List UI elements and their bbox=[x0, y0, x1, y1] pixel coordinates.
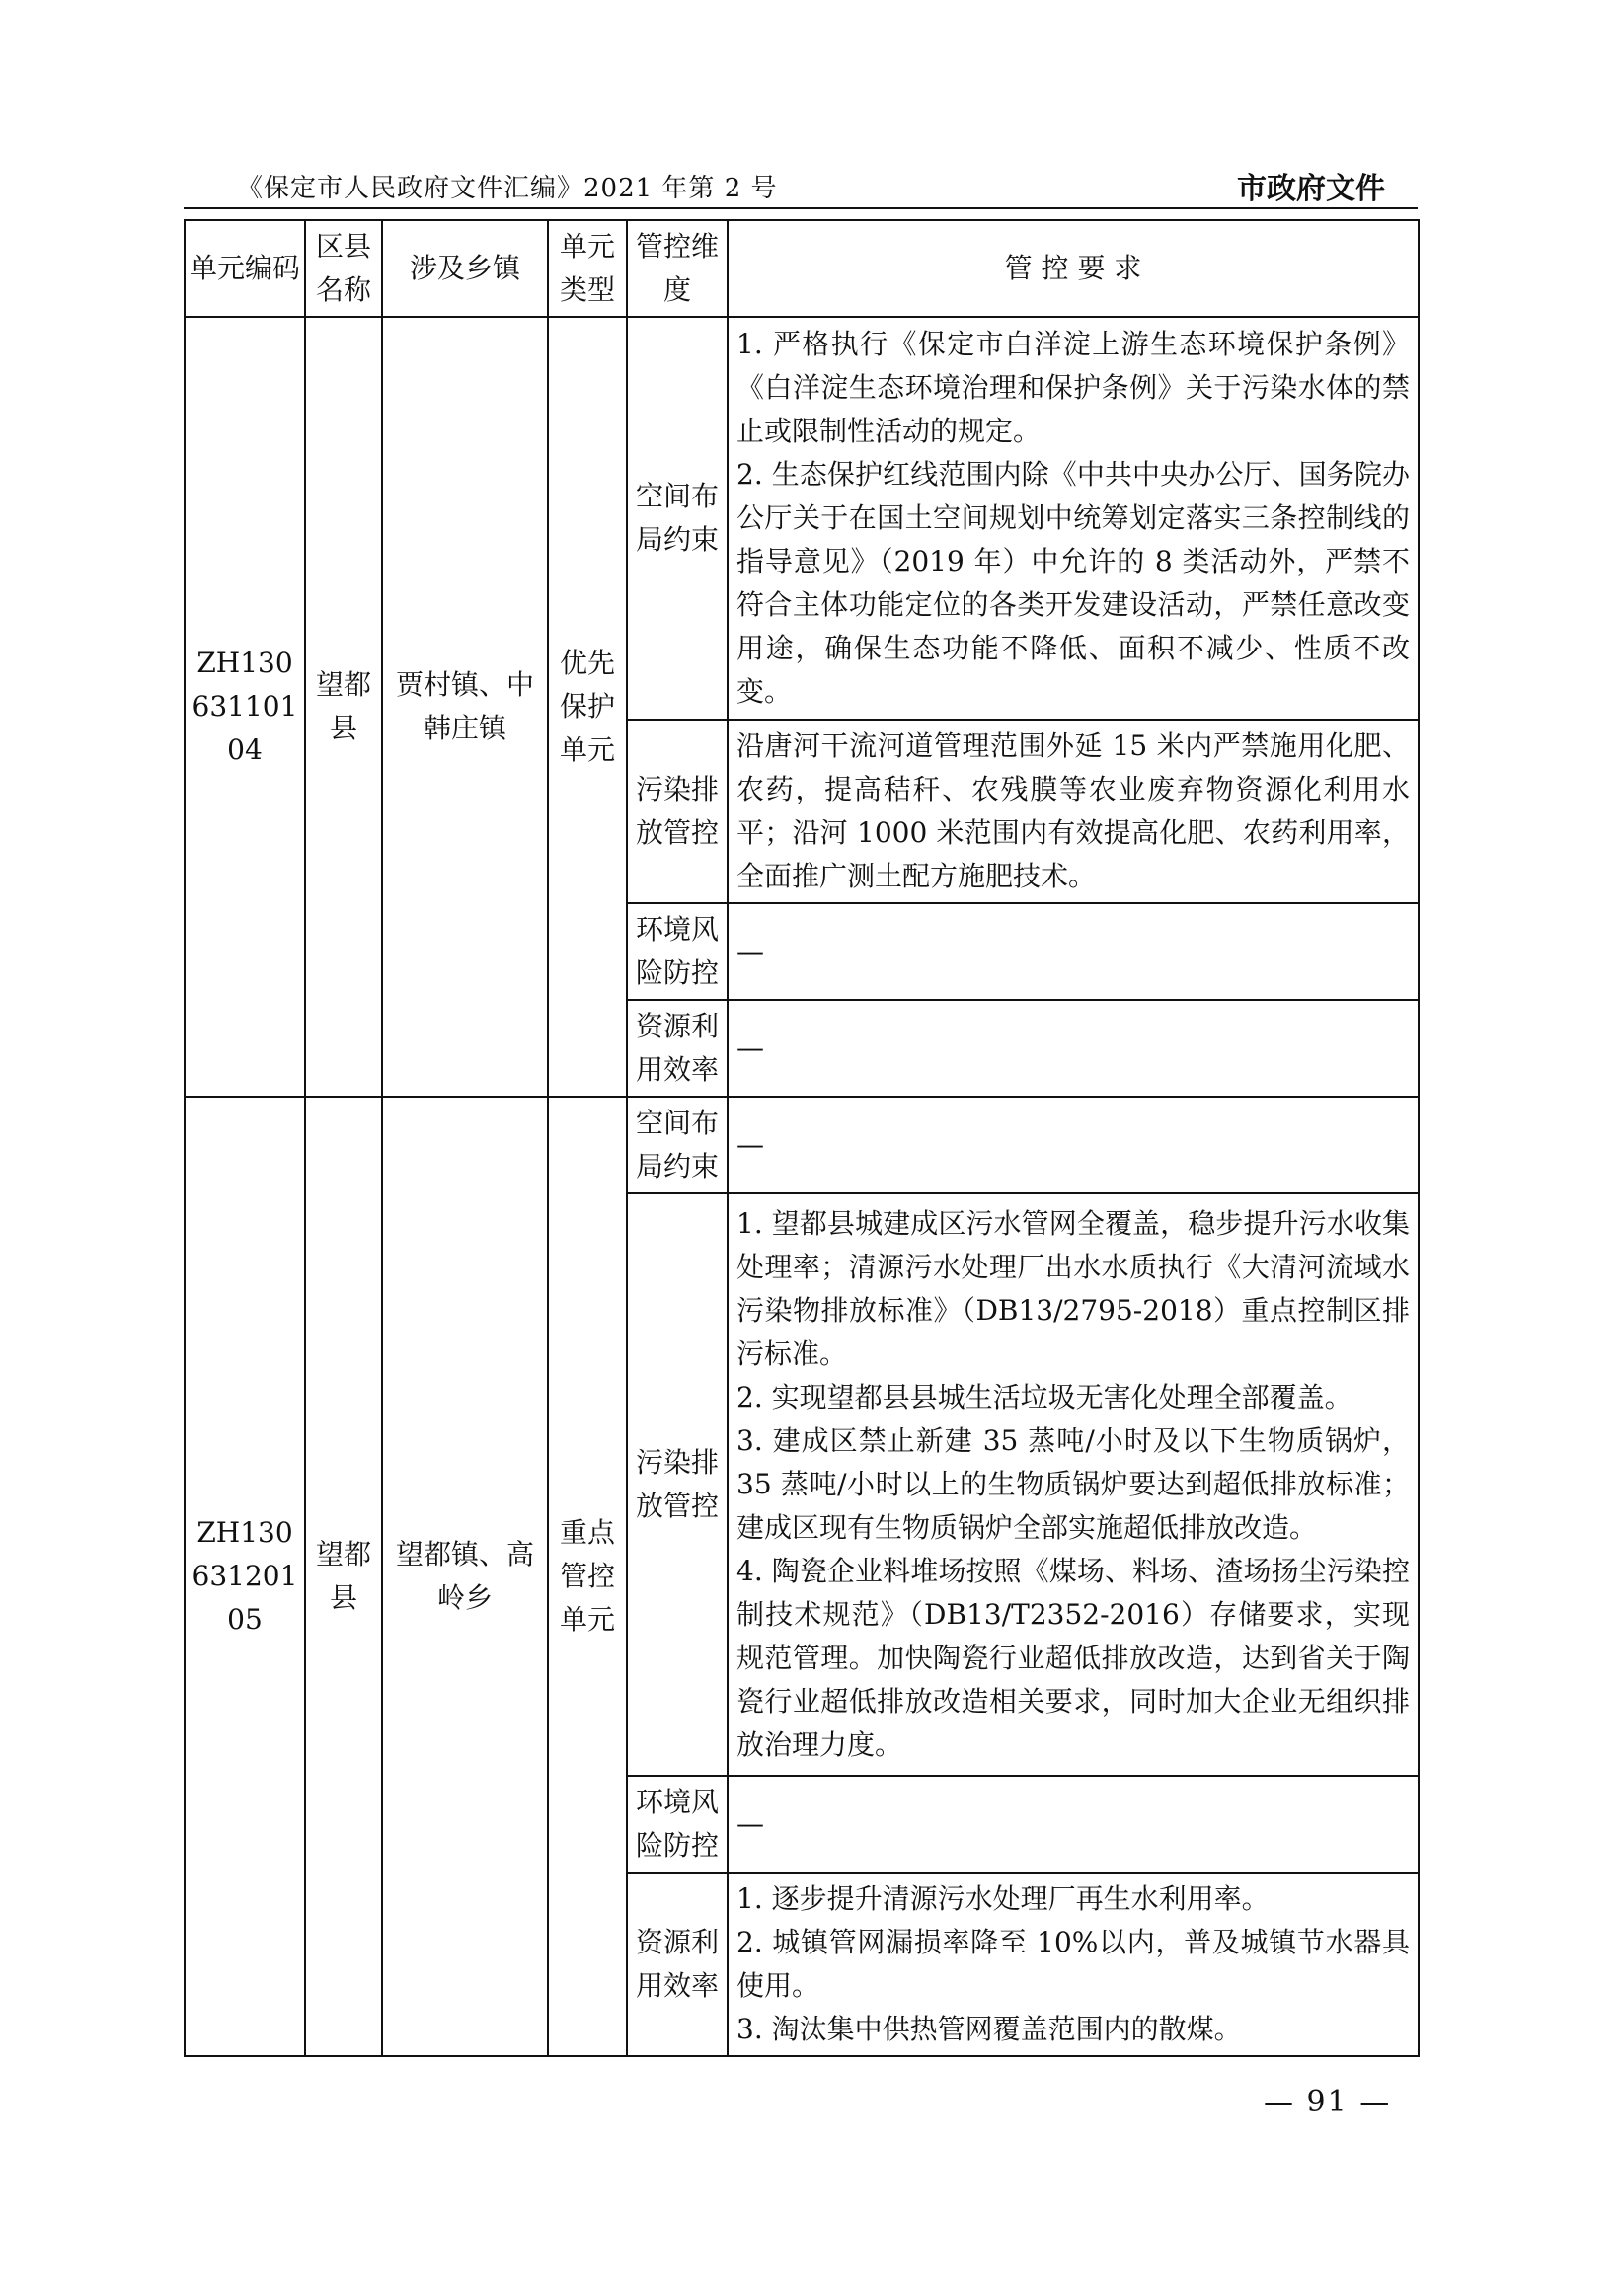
towns-cell: 望都镇、高岭乡 bbox=[382, 1097, 548, 2056]
requirements-cell bbox=[728, 1097, 1419, 1193]
control-requirements-table bbox=[184, 219, 1420, 2057]
dimension-cell: 污染排放管控 bbox=[627, 1193, 728, 1776]
requirements-cell bbox=[728, 1776, 1419, 1873]
requirement-item: 3. 淘汰集中供热管网覆盖范围内的散煤。 bbox=[736, 2013, 1242, 2045]
requirement-item: — bbox=[736, 935, 764, 967]
towns-cell: 贾村镇、中韩庄镇 bbox=[382, 317, 548, 1097]
requirements-cell bbox=[728, 1193, 1419, 1776]
requirement-item: 2. 城镇管网漏损率降至 10%以内，普及城镇节水器具使用。 bbox=[736, 1926, 1410, 2002]
table-row bbox=[185, 317, 1419, 720]
column-header-towns: 涉及乡镇 bbox=[382, 220, 548, 317]
requirements-cell bbox=[728, 1873, 1419, 2056]
column-header-county: 区县名称 bbox=[305, 220, 382, 317]
table-row bbox=[185, 1097, 1419, 1193]
page-number: — 91 — bbox=[1264, 2085, 1392, 2119]
county-cell: 望都县 bbox=[305, 317, 382, 1097]
column-header-unit-code: 单元编码 bbox=[185, 220, 305, 317]
requirements-cell bbox=[728, 1000, 1419, 1097]
unit-code-cell: ZH13063120105 bbox=[185, 1097, 305, 2056]
dimension-cell: 资源利用效率 bbox=[627, 1000, 728, 1097]
county-cell: 望都县 bbox=[305, 1097, 382, 2056]
column-header-dimension: 管控维度 bbox=[627, 220, 728, 317]
requirement-item: — bbox=[736, 1128, 764, 1161]
column-header-requirements: 管 控 要 求 bbox=[728, 220, 1419, 317]
table-header-row bbox=[185, 220, 1419, 317]
requirements-cell bbox=[728, 317, 1419, 720]
requirement-item: 3. 建成区禁止新建 35 蒸吨/小时及以下生物质锅炉，35 蒸吨/小时以上的生物质锅炉要达到超低排放标准；建成区现有生物质锅炉全部实施超低排放改造。 bbox=[736, 1424, 1410, 1544]
document-header-title: 《保定市人民政府文件汇编》2021 年第 2 号 bbox=[237, 174, 778, 203]
document-header-section: 市政府文件 bbox=[1237, 172, 1385, 206]
requirement-item: 1. 严格执行《保定市白洋淀上游生态环境保护条例》《白洋淀生态环境治理和保护条例》关于污染水体的禁止或限制性活动的规定。 bbox=[736, 328, 1410, 447]
column-header-unit-type: 单元类型 bbox=[548, 220, 627, 317]
requirements-cell bbox=[728, 720, 1419, 903]
unit-code-cell: ZH13063110104 bbox=[185, 317, 305, 1097]
requirement-item: 1. 望都县城建成区污水管网全覆盖，稳步提升污水收集处理率；清源污水处理厂出水水质执行《大清河流域水污染物排放标准》（DB13/2795-2018）重点控制区排污标准。 bbox=[736, 1207, 1410, 1370]
dimension-cell: 资源利用效率 bbox=[627, 1873, 728, 2056]
dimension-cell: 空间布局约束 bbox=[627, 1097, 728, 1193]
requirement-item: — bbox=[736, 1032, 764, 1064]
requirement-item: 2. 实现望都县县城生活垃圾无害化处理全部覆盖。 bbox=[736, 1381, 1352, 1414]
dimension-cell: 空间布局约束 bbox=[627, 317, 728, 720]
header-rule bbox=[184, 207, 1418, 209]
requirement-item: 4. 陶瓷企业料堆场按照《煤场、料场、渣场扬尘污染控制技术规范》（DB13/T2352-2016）存储要求，实现规范管理。加快陶瓷行业超低排放改造，达到省关于陶瓷行业超低排放改造相关要求，同时加大企业无组织排放治理力度。 bbox=[736, 1555, 1410, 1761]
requirement-item: 1. 逐步提升清源污水处理厂再生水利用率。 bbox=[736, 1882, 1270, 1915]
requirement-item: 2. 生态保护红线范围内除《中共中央办公厅、国务院办公厅关于在国土空间规划中统筹划定落实三条控制线的指导意见》（2019 年）中允许的 8 类活动外，严禁不符合主体功能定位的各类开发建设活动，严禁任意改变用途，确保生态功能不降低、面积不减少、性质不改变。 bbox=[736, 458, 1410, 708]
requirements-cell bbox=[728, 903, 1419, 1000]
unit-type-cell: 重点管控单元 bbox=[548, 1097, 627, 2056]
dimension-cell: 环境风险防控 bbox=[627, 1776, 728, 1873]
requirement-item: — bbox=[736, 1807, 764, 1840]
dimension-cell: 污染排放管控 bbox=[627, 720, 728, 903]
requirement-item: 沿唐河干流河道管理范围外延 15 米内严禁施用化肥、农药，提高秸秆、农残膜等农业废弃物资源化利用水平；沿河 1000 米范围内有效提高化肥、农药利用率，全面推广测土配方施肥技术。 bbox=[736, 729, 1410, 892]
dimension-cell: 环境风险防控 bbox=[627, 903, 728, 1000]
unit-type-cell: 优先保护单元 bbox=[548, 317, 627, 1097]
